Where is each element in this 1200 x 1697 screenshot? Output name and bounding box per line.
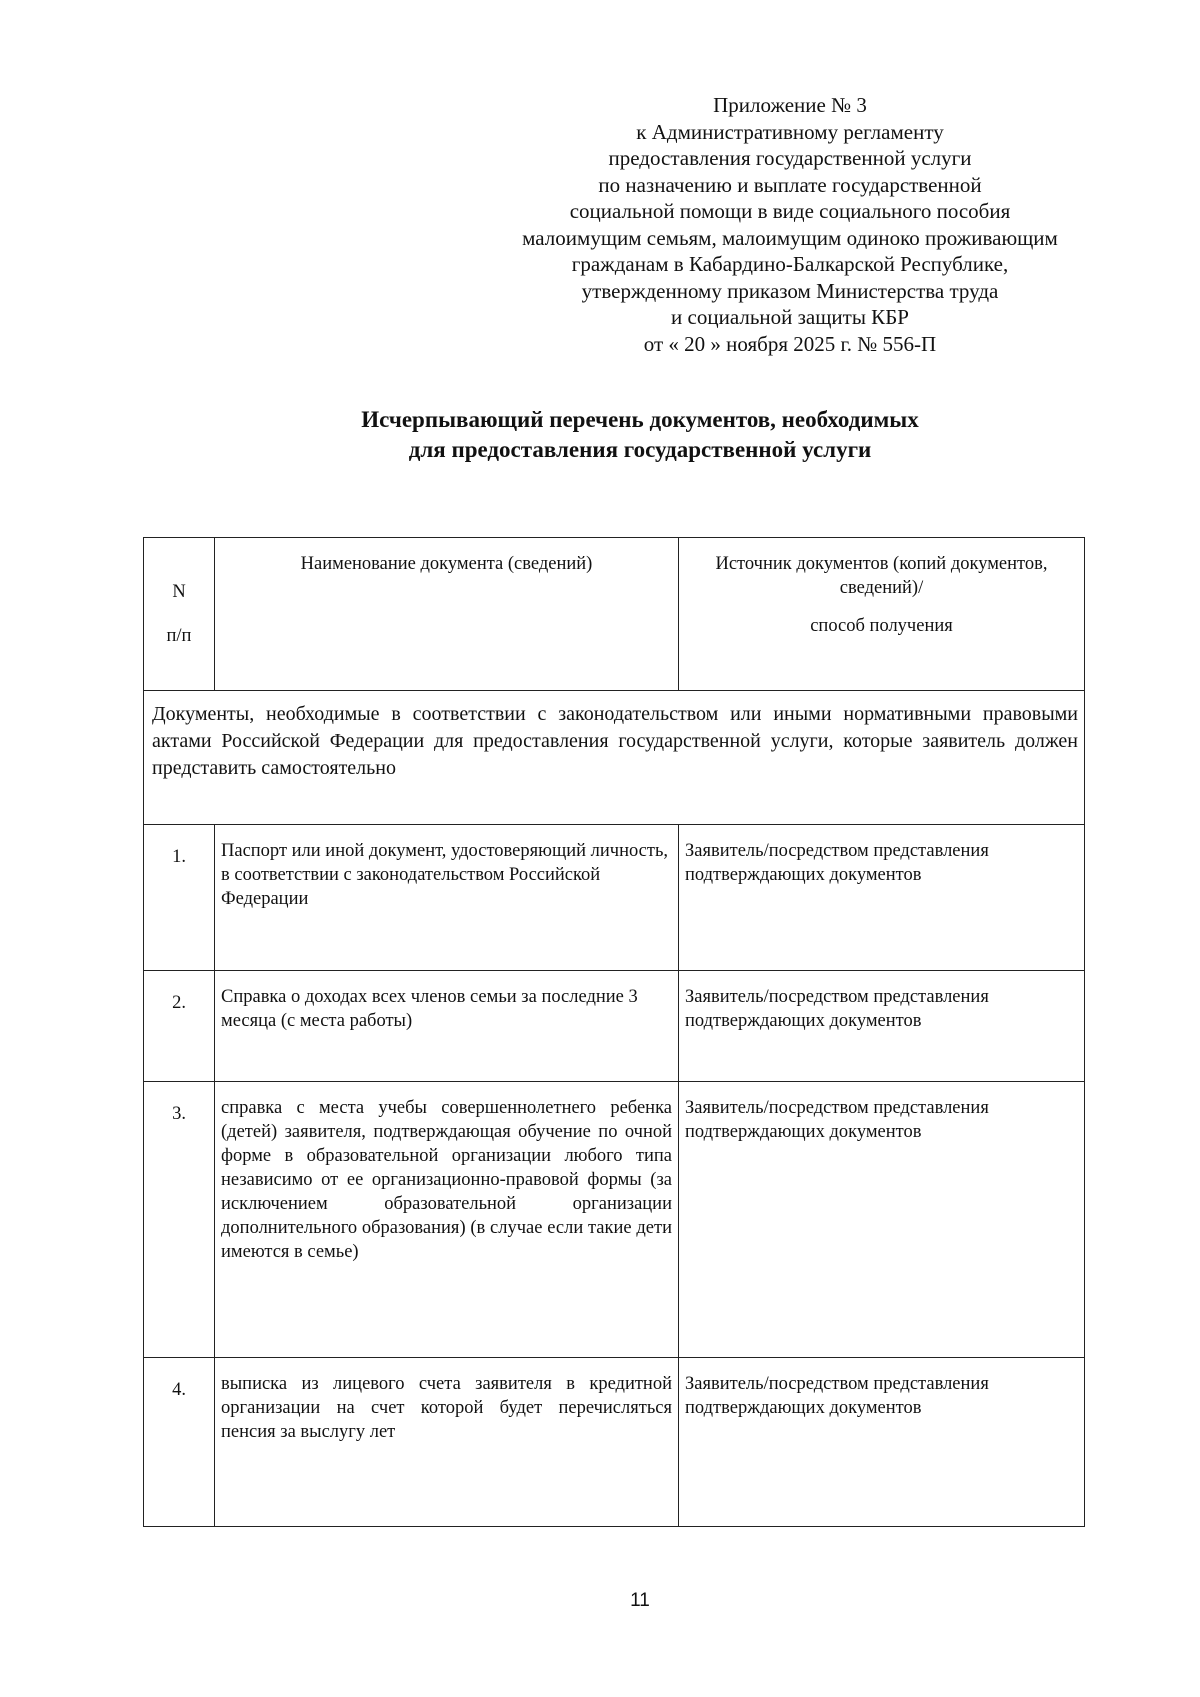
section-heading: Документы, необходимые в соответствии с законодательством или иными нормативными правовыми актами Российской Федерации для предоставления государственной услуги, которые заявитель должен представить самостоятельно — [144, 691, 1085, 825]
appendix-line: по назначению и выплате государственной — [598, 172, 982, 197]
appendix-line: утвержденному приказом Министерства труда — [581, 278, 999, 303]
row-source: Заявитель/посредством представления подтверждающих документов — [679, 1082, 1085, 1358]
table-row — [144, 825, 1085, 971]
row-document-name: справка с места учебы совершеннолетнего ребенка (детей) заявителя, подтверждающая обучение по очной форме в образовательной организации любого типа независимо от ее организационно-правовой формы (за исключением образовательной организации дополнительного образования) (в случае если такие дети имеются в семье) — [215, 1082, 679, 1358]
document-title — [0, 405, 1200, 465]
appendix-line: к Административному регламенту — [636, 119, 944, 144]
row-number: 2. — [144, 971, 215, 1082]
appendix-line: от « 20 » ноября 2025 г. № 556-П — [643, 331, 937, 356]
appendix-line: предоставления государственной услуги — [608, 146, 972, 170]
page-number: 11 — [630, 1590, 650, 1611]
header-number-cell — [144, 538, 215, 691]
row-document-name: Справка о доходах всех членов семьи за последние 3 месяца (с места работы) — [215, 971, 679, 1082]
title-line-1: Исчерпывающий перечень документов, необходимых — [361, 407, 919, 432]
row-source: Заявитель/посредством представления подтверждающих документов — [679, 825, 1085, 971]
title-line-2: для предоставления государственной услуги — [408, 437, 872, 462]
header-number-bottom: п/п — [166, 626, 192, 646]
appendix-header — [430, 92, 1150, 357]
appendix-line: и социальной защиты КБР — [671, 305, 909, 329]
appendix-line: малоимущим семьям, малоимущим одиноко проживающим — [522, 225, 1058, 250]
section-row — [144, 691, 1085, 825]
appendix-line: социальной помощи в виде социального пособия — [569, 199, 1011, 223]
table-row — [144, 971, 1085, 1082]
header-name-cell: Наименование документа (сведений) — [215, 538, 679, 691]
table-row — [144, 1358, 1085, 1527]
row-document-name: выписка из лицевого счета заявителя в кредитной организации на счет которой будет перечисляться пенсия за выслугу лет — [215, 1358, 679, 1527]
header-source-cell — [679, 538, 1085, 691]
table-header-row — [144, 538, 1085, 691]
header-source-line-1: Источник документов (копий документов, сведений)/ — [715, 554, 1048, 598]
table-row — [144, 1082, 1085, 1358]
row-source: Заявитель/посредством представления подтверждающих документов — [679, 1358, 1085, 1527]
appendix-line: гражданам в Кабардино-Балкарской Республике, — [571, 252, 1009, 276]
row-number: 4. — [144, 1358, 215, 1527]
header-source-line-2: способ получения — [810, 616, 953, 636]
row-number: 3. — [144, 1082, 215, 1358]
appendix-line: Приложение № 3 — [713, 93, 867, 117]
row-source: Заявитель/посредством представления подтверждающих документов — [679, 971, 1085, 1082]
row-number: 1. — [144, 825, 215, 971]
row-document-name: Паспорт или иной документ, удостоверяющий личность, в соответствии с законодательством Российской Федерации — [215, 825, 679, 971]
header-number-top: N — [172, 582, 186, 602]
documents-table — [143, 537, 1085, 1527]
